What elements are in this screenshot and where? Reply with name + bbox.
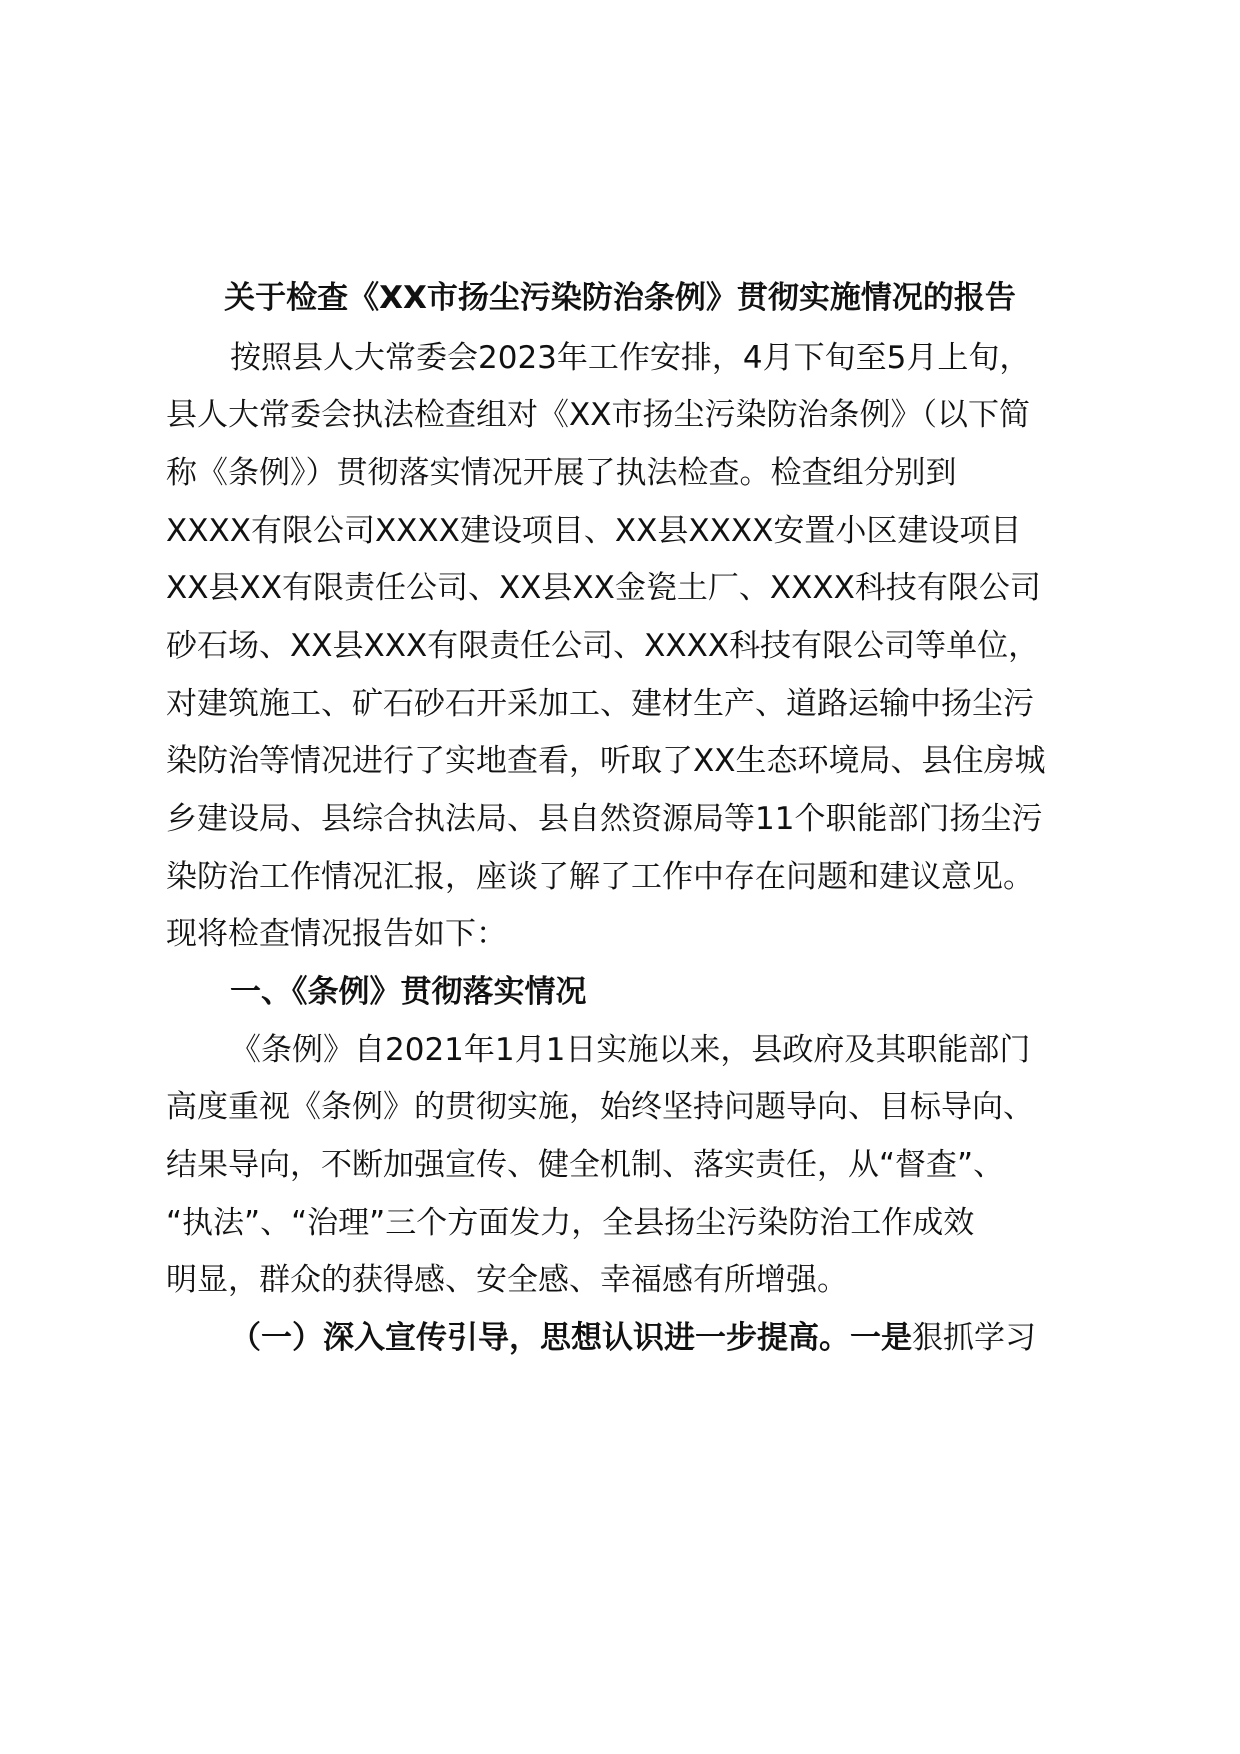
paragraph-line: 染防治等情况进行了实地查看，听取了XX生态环境局、县住房城: [166, 743, 1046, 779]
paragraph-line: XXXX有限公司XXXX建设项目、XX县XXXX安置小区建设项目: [166, 513, 1022, 549]
paragraph-line: 高度重视《条例》的贯彻实施，始终坚持问题导向、目标导向、: [166, 1089, 1034, 1125]
paragraph-line: 现将检查情况报告如下：: [166, 916, 507, 952]
paragraph-line: 《条例》自2021年1月1日实施以来，县政府及其职能部门: [230, 1032, 1031, 1068]
section-heading: 一、《条例》贯彻落实情况: [230, 974, 587, 1010]
paragraph-line: 县人大常委会执法检查组对《XX市扬尘污染防治条例》（以下简: [166, 397, 1030, 433]
paragraph-line: 明显，群众的获得感、安全感、幸福感有所增强。: [166, 1262, 848, 1298]
paragraph-line: “执法”、“治理”三个方面发力，全县扬尘污染防治工作成效: [166, 1205, 975, 1241]
subsection-line: [230, 1316, 1036, 1360]
paragraph-line: 对建筑施工、矿石砂石开采加工、建材生产、道路运输中扬尘污: [166, 686, 1034, 722]
paragraph-line: 砂石场、XX县XXX有限责任公司、XXXX科技有限公司等单位，: [166, 628, 1040, 664]
paragraph-line: 按照县人大常委会2023年工作安排，4月下旬至5月上旬，: [230, 340, 1031, 376]
paragraph-line: 结果导向，不断加强宣传、健全机制、落实责任，从“督查”、: [166, 1147, 1005, 1183]
paragraph-line: 乡建设局、县综合执法局、县自然资源局等11个职能部门扬尘污: [166, 801, 1043, 837]
paragraph-line: XX县XX有限责任公司、XX县XX金瓷土厂、XXXX科技有限公司: [166, 570, 1041, 606]
subsection-text: 狠抓学习: [912, 1320, 1036, 1356]
subsection-heading: （一）深入宣传引导，思想认识进一步提高。一是: [230, 1320, 912, 1356]
paragraph-line: 称《条例》）贯彻落实情况开展了执法检查。检查组分别到: [166, 455, 957, 491]
paragraph-line: 染防治工作情况汇报，座谈了解了工作中存在问题和建议意见。: [166, 859, 1034, 895]
document-title: 关于检查《XX市扬尘污染防治条例》贯彻实施情况的报告: [224, 280, 1016, 316]
